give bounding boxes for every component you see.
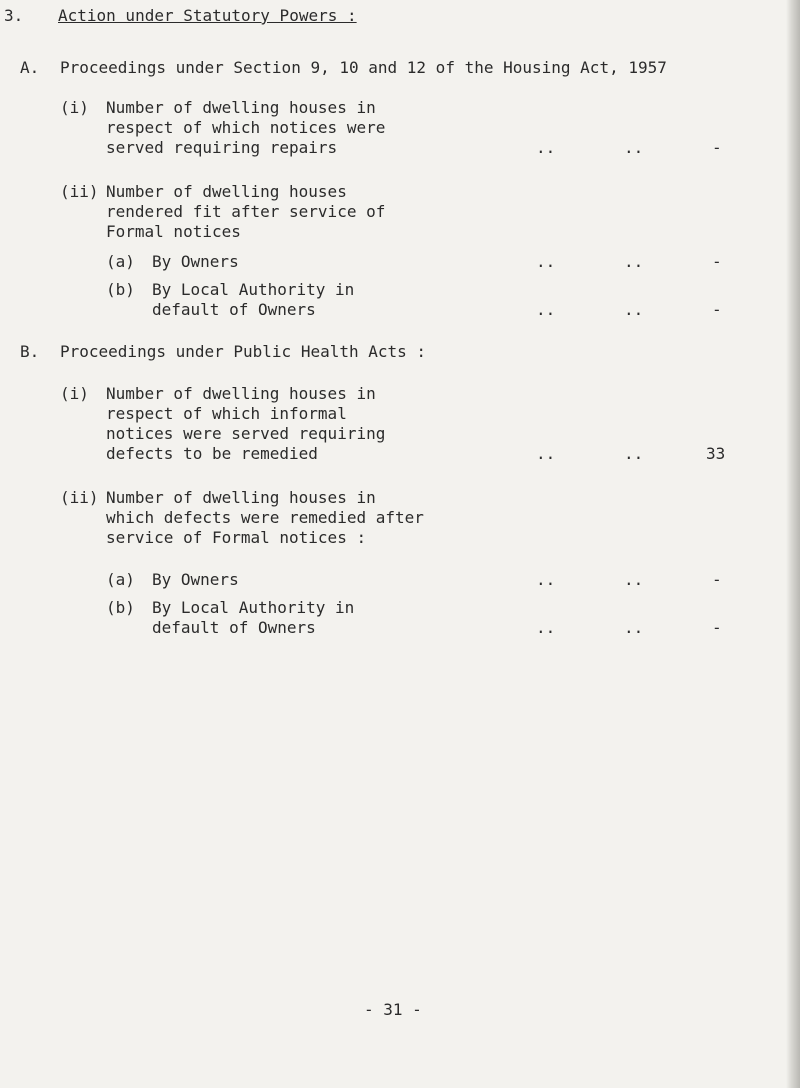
a-ii-line-1: Number of dwelling houses: [106, 182, 347, 201]
b-ii-b-dots-2: ..: [624, 618, 644, 637]
a-ii-a-value: -: [712, 252, 722, 271]
a-ii-line-2: rendered fit after service of: [106, 202, 386, 221]
b-ii-line-1: Number of dwelling houses in: [106, 488, 376, 507]
b-i-line-2: respect of which informal: [106, 404, 347, 423]
a-i-label: (i): [60, 98, 89, 117]
section-title: Action under Statutory Powers :: [58, 6, 357, 25]
page-edge-shadow: [786, 0, 800, 1088]
b-ii-b-value: -: [712, 618, 722, 637]
a-ii-a-dots-1: ..: [536, 252, 556, 271]
b-i-line-3: notices were served requiring: [106, 424, 386, 443]
b-ii-a-line-1: By Owners: [152, 570, 239, 589]
b-ii-b-line-1: By Local Authority in: [152, 598, 355, 617]
b-ii-b-line-2: default of Owners: [152, 618, 316, 637]
a-i-line-1: Number of dwelling houses in: [106, 98, 376, 117]
b-ii-line-2: which defects were remedied after: [106, 508, 424, 527]
a-i-dots-1: ..: [536, 138, 556, 157]
b-ii-a-value: -: [712, 570, 722, 589]
a-i-dots-2: ..: [624, 138, 644, 157]
a-ii-b-label: (b): [106, 280, 135, 299]
b-i-line-4: defects to be remedied: [106, 444, 318, 463]
b-ii-a-dots-1: ..: [536, 570, 556, 589]
part-b-letter: B.: [20, 342, 40, 361]
b-i-value: 33: [706, 444, 726, 463]
b-i-label: (i): [60, 384, 89, 403]
part-a-heading: Proceedings under Section 9, 10 and 12 of the Housing Act, 1957: [60, 58, 667, 77]
a-ii-a-dots-2: ..: [624, 252, 644, 271]
a-ii-a-label: (a): [106, 252, 135, 271]
a-i-line-3: served requiring repairs: [106, 138, 338, 157]
a-ii-line-3: Formal notices: [106, 222, 241, 241]
a-i-line-2: respect of which notices were: [106, 118, 386, 137]
b-ii-b-label: (b): [106, 598, 135, 617]
a-i-value: -: [712, 138, 722, 157]
part-a-letter: A.: [20, 58, 40, 77]
b-i-line-1: Number of dwelling houses in: [106, 384, 376, 403]
b-ii-line-3: service of Formal notices :: [106, 528, 367, 547]
b-ii-a-label: (a): [106, 570, 135, 589]
a-ii-b-dots-2: ..: [624, 300, 644, 319]
b-ii-a-dots-2: ..: [624, 570, 644, 589]
b-ii-b-dots-1: ..: [536, 618, 556, 637]
a-ii-b-dots-1: ..: [536, 300, 556, 319]
b-ii-label: (ii): [60, 488, 99, 507]
a-ii-b-value: -: [712, 300, 722, 319]
a-ii-a-line-1: By Owners: [152, 252, 239, 271]
page-number: - 31 -: [364, 1000, 422, 1019]
b-i-dots-2: ..: [624, 444, 644, 463]
b-i-dots-1: ..: [536, 444, 556, 463]
a-ii-label: (ii): [60, 182, 99, 201]
a-ii-b-line-2: default of Owners: [152, 300, 316, 319]
a-ii-b-line-1: By Local Authority in: [152, 280, 355, 299]
section-number: 3.: [4, 6, 24, 25]
part-b-heading: Proceedings under Public Health Acts :: [60, 342, 427, 361]
